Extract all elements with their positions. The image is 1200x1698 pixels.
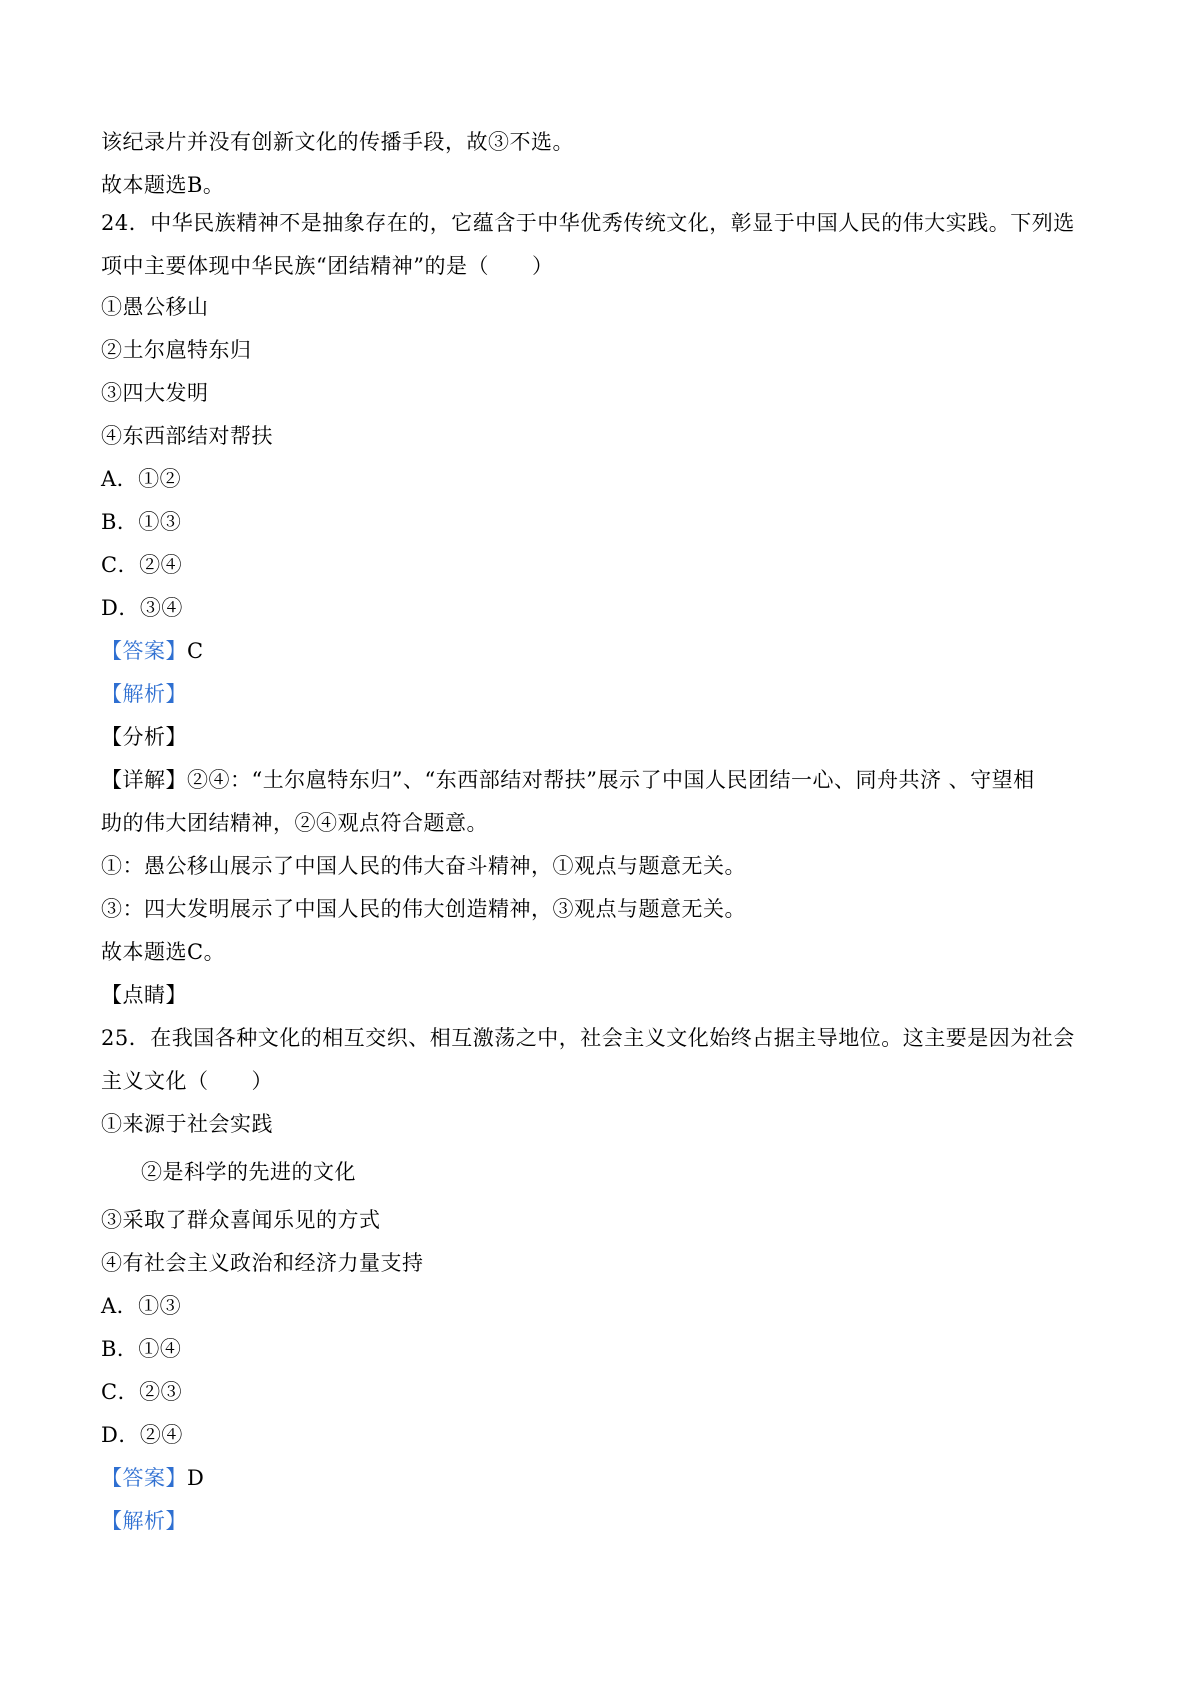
q24-item-3: ③四大发明: [101, 381, 209, 405]
q24-option-d: D．③④: [101, 596, 183, 620]
q25-stem-line1: 25．在我国各种文化的相互交织、相互激荡之中，社会主义文化始终占据主导地位。这主要是因为社会: [101, 1026, 1075, 1050]
q25-item-3: ③采取了群众喜闻乐见的方式: [101, 1208, 381, 1232]
q25-analysis-tag: 【解析】: [101, 1509, 187, 1533]
q24-detail-line3: ①：愚公移山展示了中国人民的伟大奋斗精神，①观点与题意无关。: [101, 854, 746, 878]
q25-option-c: C．②③: [101, 1380, 183, 1404]
q25-item-1: ①来源于社会实践: [101, 1112, 273, 1136]
prev-conclusion: 故本题选B。: [101, 173, 225, 197]
q24-item-1: ①愚公移山: [101, 295, 209, 319]
q24-option-b: B．①③: [101, 510, 182, 534]
prev-answer-tail: 该纪录片并没有创新文化的传播手段，故③不选。: [101, 130, 574, 154]
q25-option-d: D．②④: [101, 1423, 183, 1447]
q24-option-a: A．①②: [101, 467, 182, 491]
q25-option-b: B．①④: [101, 1337, 182, 1361]
q24-fenxi-tag: 【分析】: [101, 725, 187, 749]
q25-answer-tag: 【答案】: [101, 1466, 187, 1490]
q25-option-a: A．①③: [101, 1294, 182, 1318]
q24-answer-tag: 【答案】: [101, 639, 187, 663]
q24-option-c: C．②④: [101, 553, 183, 577]
q25-answer: [101, 1464, 204, 1492]
q25-stem-line2: 主义文化（ ）: [101, 1069, 273, 1093]
q24-conclusion: 故本题选C。: [101, 940, 226, 964]
q24-item-4: ④东西部结对帮扶: [101, 424, 273, 448]
q24-detail-line4: ③：四大发明展示了中国人民的伟大创造精神，③观点与题意无关。: [101, 897, 746, 921]
q24-answer-value: C: [187, 639, 204, 663]
q24-stem-line2: 项中主要体现中华民族“团结精神”的是（ ）: [101, 254, 554, 278]
q24-answer: [101, 637, 204, 665]
q25-item-2: ②是科学的先进的文化: [141, 1160, 356, 1184]
q24-analysis-tag: 【解析】: [101, 682, 187, 706]
q24-dianjing-tag: 【点睛】: [101, 983, 187, 1007]
q25-item-4: ④有社会主义政治和经济力量支持: [101, 1251, 424, 1275]
q24-stem-line1: 24．中华民族精神不是抽象存在的，它蕴含于中华优秀传统文化，彰显于中国人民的伟大实践。下列选: [101, 211, 1075, 235]
q24-item-2: ②土尔扈特东归: [101, 338, 252, 362]
q24-detail-line1: 【详解】②④：“土尔扈特东归”、“东西部结对帮扶”展示了中国人民团结一心、同舟共济 、守望相: [101, 768, 1035, 792]
q25-answer-value: D: [187, 1466, 205, 1490]
q24-detail-line2: 助的伟大团结精神，②④观点符合题意。: [101, 811, 488, 835]
